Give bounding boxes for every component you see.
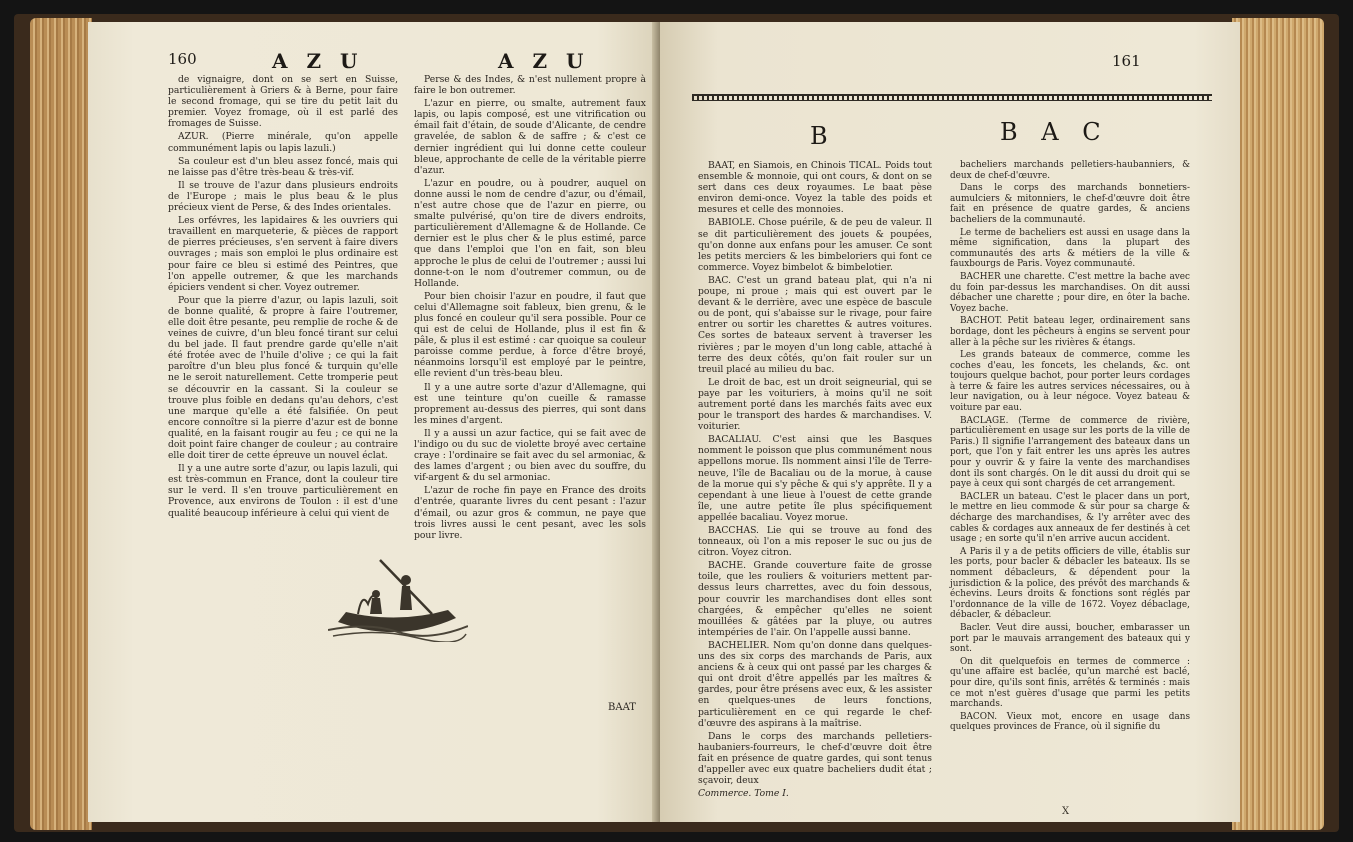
running-head-right: B A C (1000, 118, 1109, 146)
paragraph: L'azur en pierre, ou smalte, autrement faux lapis, ou lapis composé, est une vitrification ou émail fait d'étain, de soude d'Alicante, de cendre gravelée, de sablon & de saffre ; & c'est ce dernier ingrédient qui lui donne cette couleur bleue, approchante de celle de la véritable pierre d'azur. (414, 98, 646, 176)
paragraph: L'azur de roche fin paye en France des droits d'entrée, quarante livres du cent pesant : l'azur d'émail, ou azur gros & commun, ne paye que trois livres aussi le cent pesant, avec les sols pour livre. (414, 485, 646, 541)
paragraph: Dans le corps des marchands bonnetiers-aumulciers & mitonniers, le chef-d'œuvre doit être fait en présence de quatre gardes, & anciens bacheliers de la communauté. (950, 183, 1190, 225)
paragraph: BACALIAU. C'est ainsi que les Basques nomment le poisson que plus communément nous appellons morue. Ils nomment ainsi l'île de Terre-neuve, l'île de Bacaliau ou de la morue, à cause de la morue qui s'y pêche & qui s'y apprête. Il y a cependant à une lieue à l'ouest de cette grande île, une autre petite île plus spécifiquement appellée bacaliau. Voyez morue. (698, 434, 932, 523)
signature-mark: X (1062, 806, 1070, 817)
paragraph: BACLER un bateau. C'est le placer dans un port, le mettre en lieu commode & sûr pour sa charge & décharge des marchandises, & l'y arrêter avec des cables & cordages aux anneaux de fer destinés à cet usage ; en sorte qu'il n'en arrive aucun accident. (950, 491, 1190, 545)
paragraph: Le droit de bac, est un droit seigneurial, qui se paye par les voituriers, à moins qu'il ne soit autrement porté dans les marchés faits avec eux pour le transport des hardes & marchandises. V. voiturier. (698, 376, 932, 433)
paragraph: BACLAGE. (Terme de commerce de rivière, particulièrement en usage sur les ports de la ville de Paris.) Il signifie l'arrangement des bateaux dans un port, que l'on y fait entrer les uns après les autres pour y ouvrir & y faire la vente des marchandises dont ils sont chargés. On le dit aussi du droit qui se paye à ceux qui sont chargés de cet arrangement. (950, 415, 1190, 490)
paragraph: BABIOLE. Chose puérile, & de peu de valeur. Il se dit particulièrement des jouets & poupées, qu'on donne aux enfans pour les amuser. Ce sont les petits merciers & les bimbeloriers qui font ce commerce. Voyez bimbelot & bimbelotier. (698, 217, 932, 273)
paragraph: Les grands bateaux de commerce, comme les coches d'eau, les foncets, les chelands, &c. ont toujours quelque bachot, pour porter leurs cordages à terre & faire les autres services nécessaires, ou à leur navigation, ou à leur négoce. Voyez bateau & voiture par eau. (950, 350, 1190, 414)
paragraph: BACHER une charette. C'est mettre la bache avec du foin par-dessus les marchandises. On dit aussi débacher une charette ; pour dire, en ôter la bache. Voyez bache. (950, 271, 1190, 314)
paragraph: Pour bien choisir l'azur en poudre, il faut que celui d'Allemagne soit fableux, bien grenu, & le plus foncé en couleur qu'il sera possible. Pour ce qui est de celui de Hollande, plus il est fin & pâle, & plus il est estimé : car quoique sa couleur paroisse comme perdue, à force d'être broyé, néanmoins lorsqu'il est employé par le peintre, elle revient d'un très-beau bleu. (414, 290, 646, 380)
page-number-left: 160 (168, 50, 197, 68)
paragraph: A Paris il y a de petits officiers de ville, établis sur les ports, pour bacler & débacler les bateaux. Ils se nomment débacleurs, & dépendent pour la jurisdiction & la police, des prévôt des marchands & échevins. Leurs droits & fonctions sont réglés par l'ordonnance de la ville de 1672. Voyez débaclage, débacler, & débacleur. (950, 546, 1190, 621)
paragraph: Perse & des Indes, & n'est nullement propre à faire le bon outremer. (414, 74, 646, 97)
paragraph: Il y a une autre sorte d'azur, ou lapis lazuli, qui est très-commun en France, dont la couleur tire sur le verd. Il s'en trouve particulièrement en Provence, aux environs de Toulon : il est d'une qualité beaucoup inférieure à celui qui vient de (168, 463, 398, 519)
paragraph: AZUR. (Pierre minérale, qu'on appelle communément lapis ou lapis lazuli.) (168, 131, 398, 154)
paragraph: BACON. Vieux mot, encore en usage dans quelques provinces de France, où il signifie du (950, 711, 1190, 733)
left-column-2 (414, 74, 646, 543)
running-head-left-col1: A Z U (272, 49, 364, 73)
paragraph: Dans le corps des marchands pelletiers-haubaniers-fourreurs, le chef-d'œuvre doit être fait en présence de quatre gardes, qui sont tenus d'appeller avec eux quatre bacheliers dudit état ; sçavoir, deux (698, 730, 932, 787)
paragraph: BACHE. Grande couverture faite de grosse toile, que les rouliers & voituriers mettent par-dessus leurs charrettes, avec du foin dessous, pour couvrir les marchandises dont elles sont chargées, & empêcher qu'elles ne soient mouillées & gâtées par la pluye, ou autres intempéries de l'air. On l'appelle aussi banne. (698, 560, 932, 638)
right-page (660, 22, 1240, 822)
paragraph: On dit quelquefois en termes de commerce : qu'une affaire est baclée, qu'un marché est baclé, pour dire, qu'ils sont finis, arrêtés & terminés : mais ce mot n'est guères d'usage que parmi les petits marchands. (950, 656, 1190, 710)
paragraph: BACCHAS. Lie qui se trouve au fond des tonneaux, où l'on a mis reposer le suc ou jus de citron. Voyez citron. (698, 525, 932, 559)
page-footer-volume: Commerce. Tome I. (698, 788, 789, 800)
right-column-2 (950, 160, 1190, 735)
paragraph: de vignaigre, dont on se sert en Suisse, particulièrement à Griers & à Berne, pour faire le second fromage, qui se tire du petit lait du premier. Voyez fromage, où il est parlé des fromages de Suisse. (168, 74, 398, 130)
paragraph: Sa couleur est d'un bleu assez foncé, mais qui ne laisse pas d'être très-beau & très-vif. (168, 155, 398, 178)
paragraph: BAC. C'est un grand bateau plat, qui n'a ni poupe, ni proue ; mais qui est ouvert par le devant & le derrière, avec une espèce de bascule ou de pont, qui s'abaisse sur le rivage, pour faire entrer ou sortir les charettes & autres voitures. Ces sortes de bateaux servent à traverser les rivières ; par le moyen d'un long cable, attaché à terre des deux côtés, qu'on fait rouler sur un treuil placé au milieu du bac. (698, 274, 932, 375)
paragraph: Il se trouve de l'azur dans plusieurs endroits de l'Europe ; mais le plus beau & le plus précieux vient de Perse, & des Indes orientales. (168, 179, 398, 214)
right-column-1 (698, 160, 932, 801)
left-page (88, 22, 666, 822)
paragraph: BACHELIER. Nom qu'on donne dans quelques-uns des six corps des marchands de Paris, aux anciens & à ceux qui ont passé par les charges & qui ont droit d'être appellés par les maîtres & gardes, pour être présens avec eux, & les assister en quelques-unes de leurs fonctions, particulièrement en ce qui regarde le chef-d'œuvre des aspirans à la maîtrise. (698, 639, 932, 729)
paragraph: Il y a une autre sorte d'azur d'Allemagne, qui est une teinture qu'on cueille & ramasse proprement au-dessus des pierres, qui sont dans les mines d'argent. (414, 381, 646, 426)
paragraph: Pour que la pierre d'azur, ou lapis lazuli, soit de bonne qualité, & propre à faire l'outremer, elle doit être pesante, peu remplie de roche & de veines de cuivre, d'un bleu foncé tirant sur celui du bel jade. Il faut prendre garde qu'elle n'ait été frotée avec de l'huile d'olive ; ce qui la fait paroître d'un bleu plus foncé & turquin qu'elle ne le seroit naturellement. Cette tromperie peut se découvrir en la cassant. Si la couleur se trouve plus foible en dedans qu'au dehors, c'est une marque qu'elle a été falsifiée. On peut encore connoître si la pierre d'azur est de bonne qualité, en la faisant rougir au feu ; ce qui ne la doit point faire changer de couleur ; au contraire elle doit tirer de cette épreuve un nouvel éclat. (168, 294, 398, 462)
paragraph: Les orfévres, les lapidaires & les ouvriers qui travaillent en marqueterie, & pièces de rapport de pierres précieuses, s'en servent à faire divers ouvrages ; mais son emploi le plus ordinaire est pour faire ce bleu si estimé des Peintres, que l'on appelle outremer, & que les marchands épiciers vendent si cher. Voyez outremer. (168, 215, 398, 293)
paragraph: Il y a aussi un azur factice, qui se fait avec de l'indigo ou du suc de violette broyé avec certaine craye : l'ordinaire se fait avec du sel armoniac, & des lames d'argent ; ou bien avec du souffre, du vif-argent & du sel armoniac. (414, 427, 646, 484)
right-page-edges (1232, 18, 1324, 830)
page-number-right: 161 (1112, 52, 1141, 70)
left-column-1 (168, 74, 398, 521)
section-letter: B (810, 122, 836, 150)
paragraph: L'azur en poudre, ou à poudrer, auquel on donne aussi le nom de cendre d'azur, ou d'émail, n'est autre chose que de l'azur en pierre, ou smalte pulvérisé, qu'on tire de divers endroits, particulièrement d'Allemagne & de Hollande. Ce dernier est le plus cher & le plus estimé, parce que dans l'emploi que l'on en fait, son bleu approche le plus de celui de l'outremer ; aussi lui donne-t-on le nom d'outremer commun, ou de Hollande. (414, 177, 646, 289)
left-page-edges (30, 18, 92, 830)
paragraph: bacheliers marchands pelletiers-haubanniers, & deux de chef-d'œuvre. (950, 160, 1190, 181)
running-head-left-col2: A Z U (498, 49, 590, 73)
paragraph: Le terme de bacheliers est aussi en usage dans la même signification, dans la plupart des communautés des arts & métiers de la ville & fauxbourgs de Paris. Voyez communauté. (950, 227, 1190, 270)
paragraph: Bacler. Veut dire aussi, boucher, embarasser un port par le mauvais arrangement des bateaux qui y sont. (950, 622, 1190, 655)
catchword: BAAT (608, 702, 636, 713)
boat-vignette-illustration (328, 552, 468, 642)
ornamental-rule (692, 94, 1212, 101)
paragraph: BAAT, en Siamois, en Chinois TICAL. Poids tout ensemble & monnoie, qui ont cours, & dont on se sert dans ces deux royaumes. Le baat pèse environ demi-once. Voyez la table des poids et mesures et celle des monnoies. (698, 160, 932, 216)
paragraph: BACHOT. Petit bateau leger, ordinairement sans bordage, dont les pêcheurs à engins se servent pour aller à la pêche sur les rivières & étangs. (950, 316, 1190, 348)
